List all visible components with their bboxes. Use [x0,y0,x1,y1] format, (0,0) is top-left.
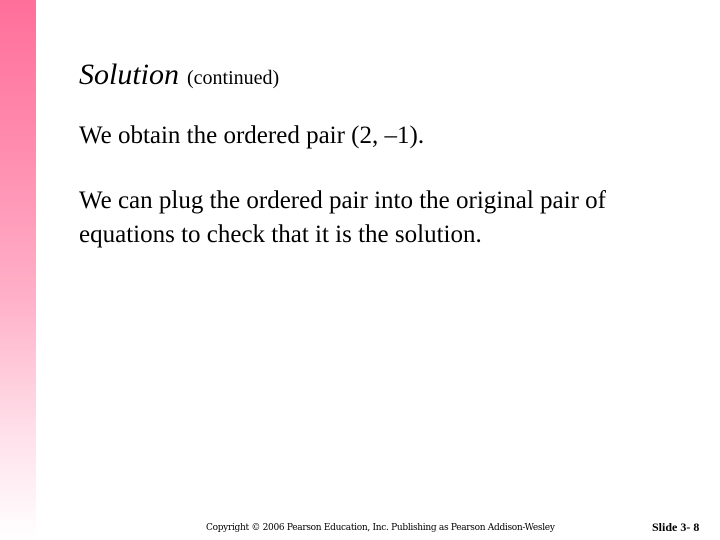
slide-title-main: Solution [79,58,180,91]
body-paragraph-2: We can plug the ordered pair into the original pair of equations to check that it is the solution. [79,187,606,248]
slide-title-subtitle: (continued) [187,67,280,89]
body-paragraph-1: We obtain the ordered pair (2, –1). [79,122,425,149]
slide-title [79,55,279,92]
footer-slide-number: Slide 3- 8 [652,520,700,534]
footer-copyright: Copyright © 2006 Pearson Education, Inc. Publishing as Pearson Addison-Wesley [206,523,555,533]
decorative-sidebar-gradient [0,0,36,540]
